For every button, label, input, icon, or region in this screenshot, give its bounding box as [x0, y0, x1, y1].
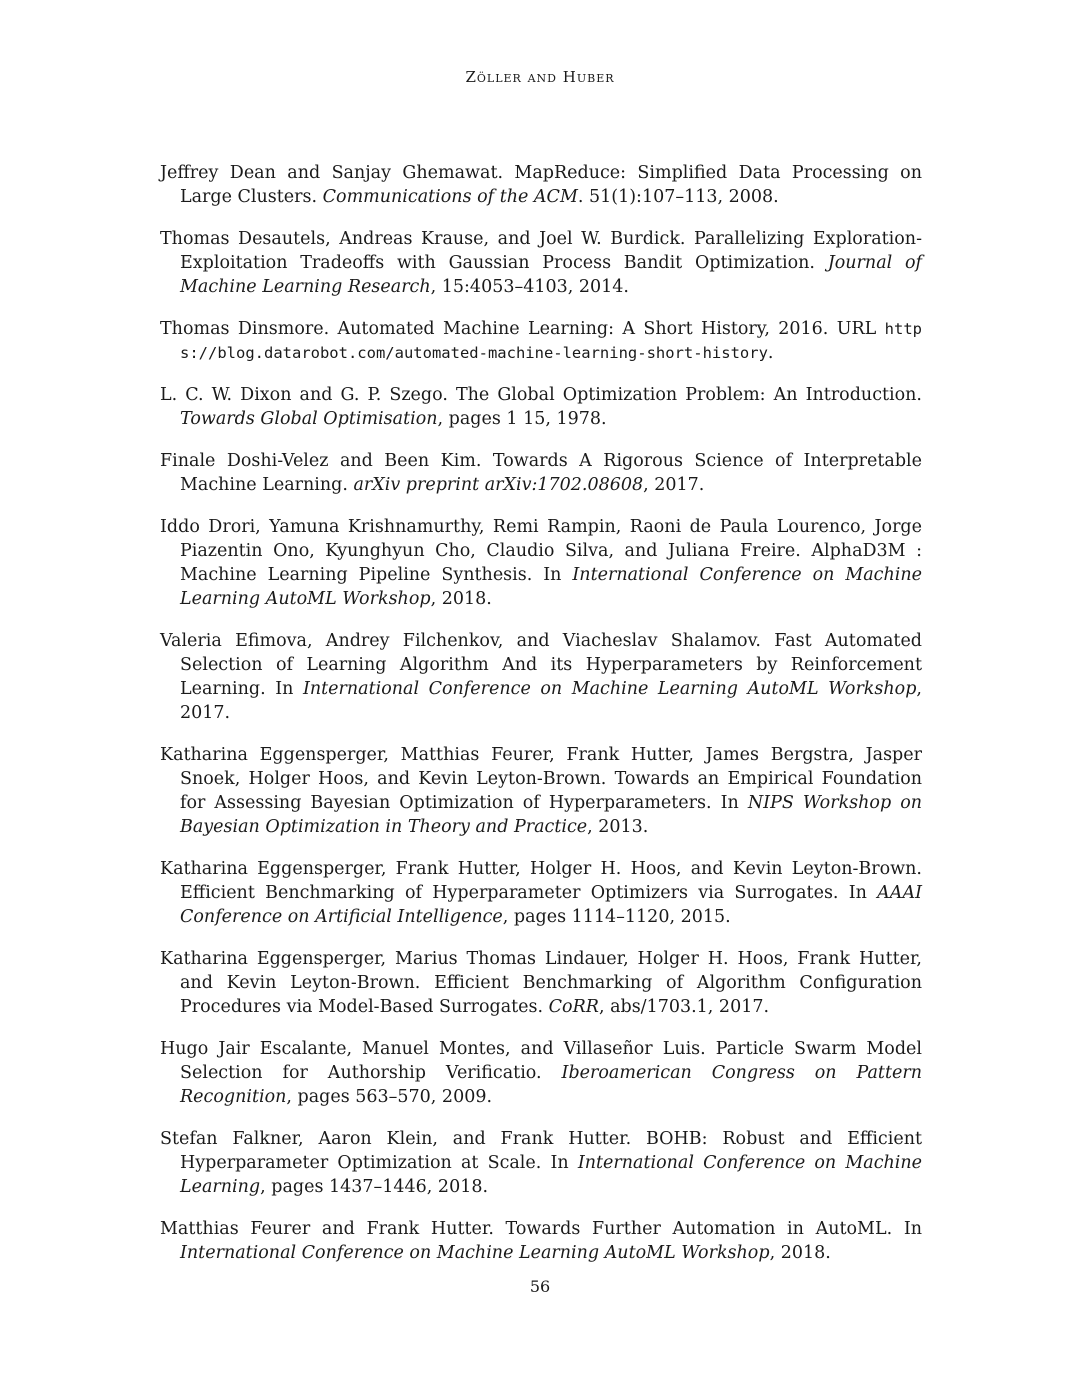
reference-venue: International Conference on Machine Learning AutoML Workshop	[302, 679, 917, 699]
reference-item	[160, 227, 922, 299]
reference-authors-title: Thomas Dinsmore. Automated Machine Learning: A Short History, 2016. URL	[160, 319, 877, 339]
reference-venue: Communications of the ACM	[322, 187, 578, 207]
reference-details: , 2013.	[587, 817, 649, 837]
reference-item	[160, 629, 922, 725]
reference-details: . 51(1):107–113, 2008.	[577, 187, 779, 207]
reference-venue: International Conference on Machine Learning	[180, 1153, 922, 1197]
reference-details: .	[767, 343, 774, 363]
reference-venue: AAAI Conference on Artificial Intelligence	[180, 883, 922, 927]
reference-item	[160, 161, 922, 209]
reference-details: , 2017.	[180, 679, 922, 723]
reference-details: , 2018.	[769, 1243, 831, 1263]
reference-authors-title: Thomas Desautels, Andreas Krause, and Joel W. Burdick. Parallelizing Exploration-Exploitation Tradeoffs with Gaussian Process Bandit Optimization.	[160, 229, 922, 273]
reference-authors-title: Jeffrey Dean and Sanjay Ghemawat. MapReduce: Simplified Data Processing on Large Clusters.	[160, 163, 922, 207]
reference-details: , pages 1437–1446, 2018.	[260, 1177, 489, 1197]
reference-item	[160, 743, 922, 839]
reference-venue: Journal of Machine Learning Research	[180, 253, 922, 297]
reference-authors-title: Matthias Feurer and Frank Hutter. Towards Further Automation in AutoML. In	[160, 1219, 922, 1239]
reference-venue: CoRR	[548, 997, 599, 1017]
reference-authors-title: Katharina Eggensperger, Marius Thomas Lindauer, Holger H. Hoos, Frank Hutter, and Kevin Leyton-Brown. Efficient Benchmarking of Algorithm Configuration Procedures via Model-Based Surrogates.	[160, 949, 922, 1017]
reference-details: , pages 563–570, 2009.	[286, 1087, 493, 1107]
reference-venue: Towards Global Optimisation	[180, 409, 438, 429]
reference-url-link[interactable]: https://blog.datarobot.com/automated-machine-learning-short-history	[180, 320, 922, 362]
reference-authors-title: Hugo Jair Escalante, Manuel Montes, and Villaseñor Luis. Particle Swarm Model Selection for Authorship Verificatio.	[160, 1039, 922, 1083]
reference-authors-title: Katharina Eggensperger, Frank Hutter, Holger H. Hoos, and Kevin Leyton-Brown. Efficient Benchmarking of Hyperparameter Optimizers via Surrogates. In	[160, 859, 922, 903]
reference-item	[160, 515, 922, 611]
reference-venue: NIPS Workshop on Bayesian Optimization in Theory and Practice	[180, 793, 922, 837]
reference-item	[160, 1127, 922, 1199]
reference-details: , 2017.	[643, 475, 705, 495]
reference-details: , pages 1114–1120, 2015.	[502, 907, 731, 927]
reference-authors-title: Stefan Falkner, Aaron Klein, and Frank Hutter. BOHB: Robust and Efficient Hyperparameter Optimization at Scale. In	[160, 1129, 922, 1173]
reference-authors-title: Iddo Drori, Yamuna Krishnamurthy, Remi Rampin, Raoni de Paula Lourenco, Jorge Piazentin Ono, Kyunghyun Cho, Claudio Silva, and Juliana Freire. AlphaD3M : Machine Learning Pipeline Synthesis. In	[160, 517, 922, 585]
reference-item	[160, 449, 922, 497]
reference-item	[160, 1217, 922, 1265]
reference-item	[160, 857, 922, 929]
reference-list	[160, 161, 922, 1283]
running-head: Zöller and Huber	[465, 68, 615, 86]
reference-details: , pages 1 15, 1978.	[437, 409, 607, 429]
reference-authors-title: Valeria Efimova, Andrey Filchenkov, and Viacheslav Shalamov. Fast Automated Selection of Learning Algorithm And its Hyperparameters by Reinforcement Learning. In	[160, 631, 922, 699]
reference-authors-title: Finale Doshi-Velez and Been Kim. Towards A Rigorous Science of Interpretable Machine Learning.	[160, 451, 922, 495]
reference-venue: International Conference on Machine Learning AutoML Workshop	[180, 1243, 770, 1263]
page-number: 56	[529, 1277, 551, 1296]
reference-venue: arXiv preprint arXiv:1702.08608	[353, 475, 644, 495]
reference-item	[160, 947, 922, 1019]
reference-authors-title: L. C. W. Dixon and G. P. Szego. The Global Optimization Problem: An Introduction.	[160, 385, 922, 405]
reference-details: , abs/1703.1, 2017.	[598, 997, 770, 1017]
reference-details: , 2018.	[430, 589, 492, 609]
reference-item	[160, 1037, 922, 1109]
reference-details: , 15:4053–4103, 2014.	[430, 277, 629, 297]
reference-venue: Iberoamerican Congress on Pattern Recognition	[180, 1063, 922, 1107]
reference-item	[160, 383, 922, 431]
reference-item	[160, 317, 922, 365]
reference-venue: International Conference on Machine Learning AutoML Workshop	[180, 565, 922, 609]
reference-authors-title: Katharina Eggensperger, Matthias Feurer, Frank Hutter, James Bergstra, Jasper Snoek, Holger Hoos, and Kevin Leyton-Brown. Towards an Empirical Foundation for Assessing Bayesian Optimization of Hyperparameters. In	[160, 745, 922, 813]
